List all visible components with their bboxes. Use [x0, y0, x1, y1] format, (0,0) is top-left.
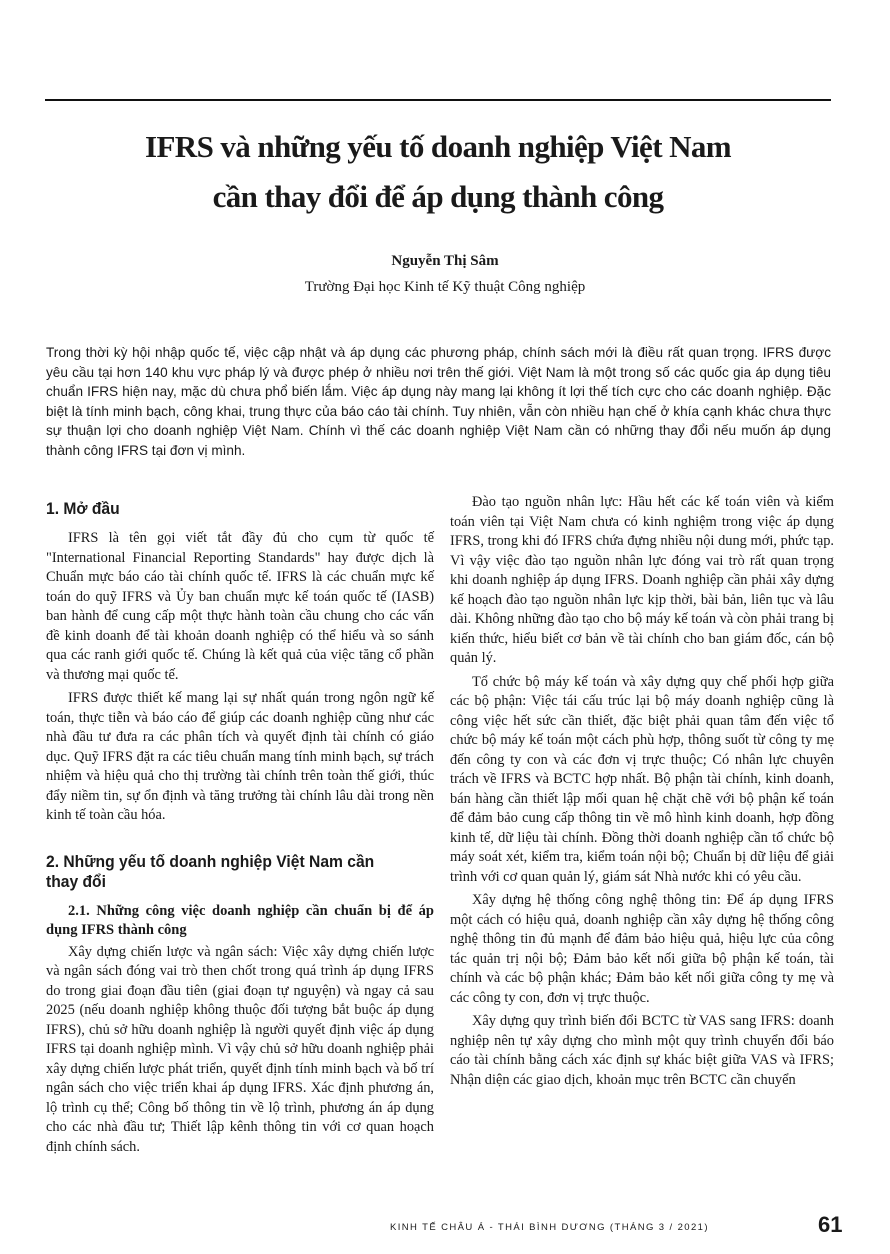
paragraph: IFRS được thiết kế mang lại sự nhất quán trong ngôn ngữ kế toán, thực tiễn và báo cáo để giúp các doanh nghiệp cũng như các nhà đầu tư đưa ra các phân tích và quyết định tài chính có giáo dục. Quỹ IFRS đặt ra các tiêu chuẩn mang tính minh bạch, sự trách nhiệm và hiệu quả cho thị trường tài chính trên toàn thế giới, thúc đẩy niềm tin, sự ổn định và tăng trưởng tài chính lâu dài trong nền kinh tế toàn cầu hóa.	[46, 690, 434, 823]
article-title	[45, 122, 831, 222]
author-name: Nguyễn Thị Sâm	[391, 253, 499, 269]
paragraph: Đào tạo nguồn nhân lực: Hầu hết các kế toán viên và kiểm toán viên tại Việt Nam chưa có kinh nghiệm trong việc áp dụng IFRS, trong khi đó IFRS chứa đựng nhiều nội dung mới, phức tạp. Vì vậy việc đào tạo nguồn nhân lực đóng vai trò rất quan trọng khi doanh nghiệp áp dụng IFRS. Doanh nghiệp cần phải xây dựng kế hoạch đào tạo nguồn nhân lực kịp thời, bài bản, liên tục và lâu dài. Không những đào tạo cho bộ máy kế toán và còn phải trang bị kiến thức, hiểu biết cơ bản về tài chính cho ban giám đốc, cán bộ quản lý.	[450, 494, 834, 666]
subsection-heading: 2.1. Những công việc doanh nghiệp cần chuẩn bị để áp dụng IFRS thành công	[46, 902, 434, 938]
paragraph: IFRS là tên gọi viết tắt đầy đủ cho cụm từ quốc tế "International Financial Reporting Standards" hay được dịch là Chuẩn mực báo cáo tài chính quốc tế. IFRS là các chuẩn mực kế toán do quỹ IFRS và Ủy ban chuẩn mực kế toán quốc tế (IASB) ban hành để cung cấp một thực hành toàn cầu chung cho các vấn đề kinh doanh để tài khoản doanh nghiệp có thể hiểu và so sánh qua các ranh giới quốc tế. Chúng là kết quả của việc tăng cổ phần và thương mại quốc tế.	[46, 530, 434, 683]
paragraph: Xây dựng hệ thống công nghệ thông tin: Để áp dụng IFRS một cách có hiệu quả, doanh nghiệp cần xây dựng hệ thống công nghệ thông tin đủ mạnh để đảm bảo hiệu quả, hiệu lực của công tác quản trị nội bộ; Đảm bảo kết nối giữa bộ phận kế toán, tài chính và các bộ phận khác; Đảm bảo kết nối giữa công ty mẹ và các công ty con, đơn vị trực thuộc.	[450, 892, 834, 1006]
title-line-1: IFRS và những yếu tố doanh nghiệp Việt Nam	[145, 129, 731, 164]
paragraph: Xây dựng quy trình biến đổi BCTC từ VAS sang IFRS: doanh nghiệp nên tự xây dựng cho mình một quy trình chuyển đổi báo cáo tài chính bằng cách xác định sự khác biệt giữa VAS và IFRS; Nhận diện các giao dịch, khoản mục trên BCTC cần chuyển	[450, 1013, 834, 1088]
section-heading-factors: 2. Những yếu tố doanh nghiệp Việt Nam cần thay đổi	[46, 851, 375, 891]
paragraph: Tổ chức bộ máy kế toán và xây dựng quy chế phối hợp giữa các bộ phận: Việc tái cấu trúc lại bộ máy doanh nghiệp cũng là công việc hết sức cần thiết, đặc biệt phải quan tâm đến việc tổ chức bộ máy kế toán một cách phù hợp, thông suốt từ công ty mẹ đến công ty con và các đơn vị trực thuộc; Có nhân lực chuyên trách về IFRS và BCTC hợp nhất. Bộ phận tài chính, kinh doanh, bán hàng cần thiết lập mối quan hệ chặt chẽ với bộ phận kế toán để đảm bảo cung cấp thông tin về mô hình kinh doanh, hợp đồng kinh tế, dữ liệu tài chính. Đồng thời doanh nghiệp cần tổ chức bộ máy soát xét, kiểm tra, kiểm toán nội bộ; Chuẩn bị dữ liệu để giải trình với cơ quan quản lý, giám sát Nhà nước khi có yêu cầu.	[450, 673, 834, 885]
author-affiliation: Trường Đại học Kinh tế Kỹ thuật Công nghiệp	[304, 279, 586, 295]
left-column	[46, 493, 434, 1161]
title-line-2: cần thay đổi để áp dụng thành công	[212, 179, 664, 214]
journal-footer: KINH TẾ CHÂU Á - THÁI BÌNH DƯƠNG (THÁNG 3 / 2021)	[390, 1222, 709, 1233]
right-column	[450, 493, 834, 1094]
page-number: 61	[818, 1212, 843, 1237]
paragraph: Xây dựng chiến lược và ngân sách: Việc xây dựng chiến lược và ngân sách đóng vai trò then chốt trong quá trình áp dụng IFRS do trong giai đoạn đầu tiên (giai đoạn tự nguyện) và ngay cả sau 2025 (nếu doanh nghiệp không thuộc đối tượng bắt buộc áp dụng IFRS), chủ sở hữu doanh nghiệp là người quyết định việc áp dụng IFRS tại doanh nghiệp mình. Vì vậy chủ sở hữu doanh nghiệp phải xây dựng chiến lược phát triển, quyết định tính minh bạch và bố trí ngân sách cho việc triển khai áp dụng IFRS. Xác định phương án, lộ trình cụ thể; Công bố thông tin về lộ trình, phương án áp dụng cho các nhà đầu tư; Thiết lập kênh thông tin với cơ quan hoạch định chính sách.	[46, 943, 434, 1155]
abstract: Trong thời kỳ hội nhập quốc tế, việc cập nhật và áp dụng các phương pháp, chính sách mới là điều rất quan trọng. IFRS được yêu cầu tại hơn 140 khu vực pháp lý và được phép ở nhiều nơi trên thế giới. Việt Nam là một trong số các quốc gia áp dụng tiêu chuẩn IFRS hiện nay, mặc dù chưa phổ biến lắm. Việc áp dụng này mang lại không ít lợi thế tích cực cho các doanh nghiệp. Đặc biệt là tính minh bạch, công khai, trung thực của báo cáo tài chính. Tuy nhiên, vẫn còn nhiều hạn chế ở khía cạnh khác chưa thực sự thuận lợi cho doanh nghiệp Việt Nam. Chính vì thế các doanh nghiệp Việt Nam cần có những thay đổi nếu muốn áp dụng thành công IFRS tại đơn vị mình.	[46, 345, 831, 458]
top-rule	[45, 99, 831, 101]
section-heading-intro: 1. Mở đầu	[46, 499, 120, 518]
